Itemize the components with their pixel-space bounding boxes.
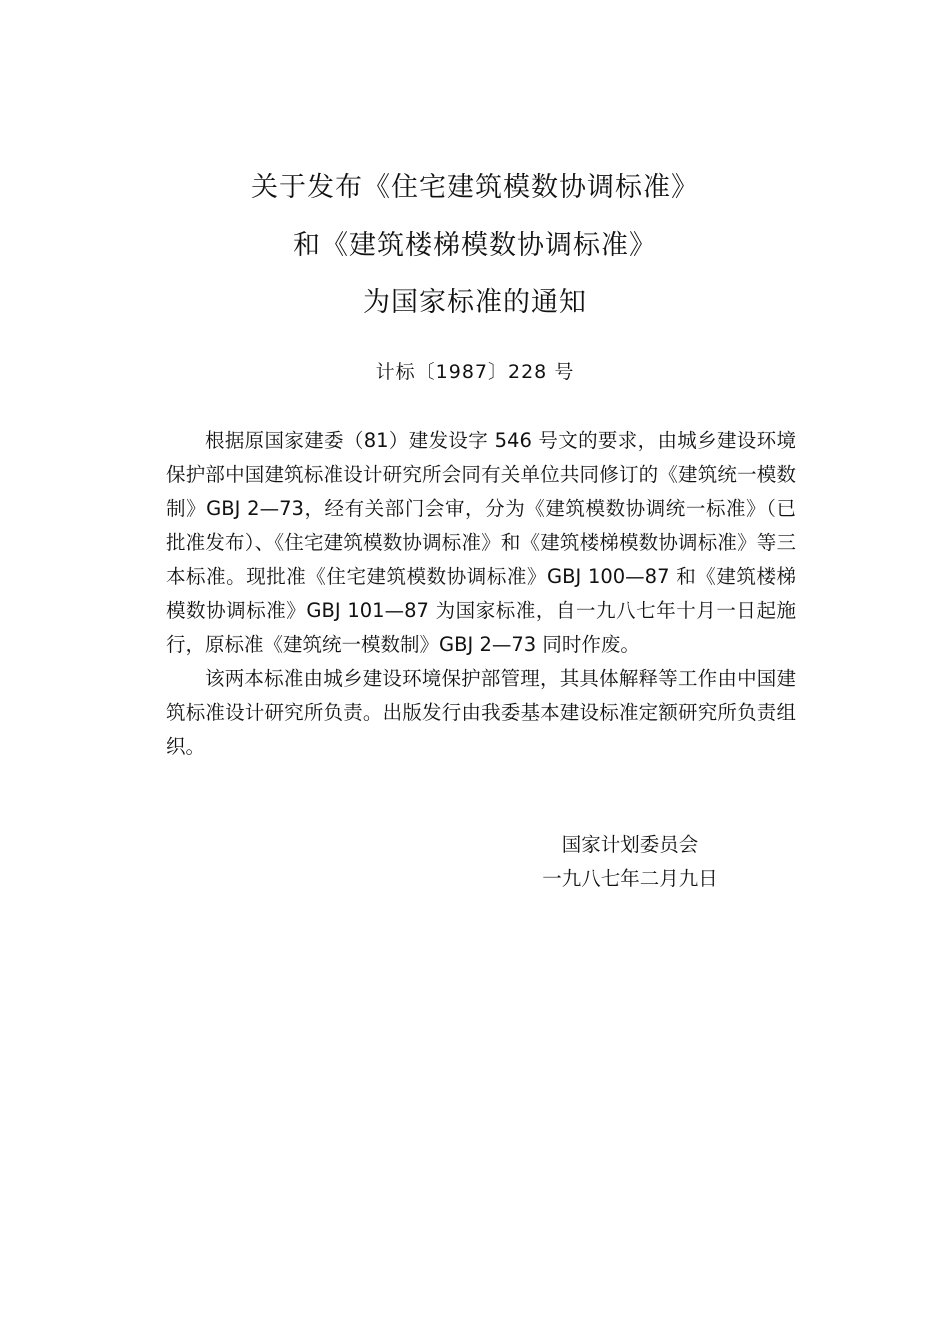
issue-date: 一九八七年二月九日 [542, 867, 718, 890]
paragraph-2: 该两本标准由城乡建设环境保护部管理，其具体解释等工作由中国建筑标准设计研究所负责。出版发行由我委基本建设标准定额研究所负责组织。 [166, 667, 796, 758]
title-line-3: 为国家标准的通知 [363, 287, 587, 318]
title-line-2: 和《建筑楼梯模数协调标准》 [293, 230, 657, 261]
title-line-1: 关于发布《住宅建筑模数协调标准》 [251, 172, 699, 203]
notice-body [166, 424, 796, 764]
signature-block [500, 828, 760, 896]
issuer-name: 国家计划委员会 [561, 833, 699, 856]
paragraph-1: 根据原国家建委（81）建发设字 546 号文的要求，由城乡建设环境保护部中国建筑标准设计研究所会同有关单位共同修订的《建筑统一模数制》GBJ 2—73，经有关部门会审，分为《建筑模数协调统一标准》（已批准发布）、《住宅建筑模数协调标准》和《建筑楼梯模数协调标准》等三本标准。现批准《住宅建筑模数协调标准》GBJ 100—87 和《建筑楼梯模数协调标准》GBJ 101—87 为国家标准，自一九八七年十月一日起施行，原标准《建筑统一模数制》GBJ 2—73 同时作废。 [166, 429, 796, 656]
document-number: 计标〔1987〕228 号 [375, 361, 575, 383]
